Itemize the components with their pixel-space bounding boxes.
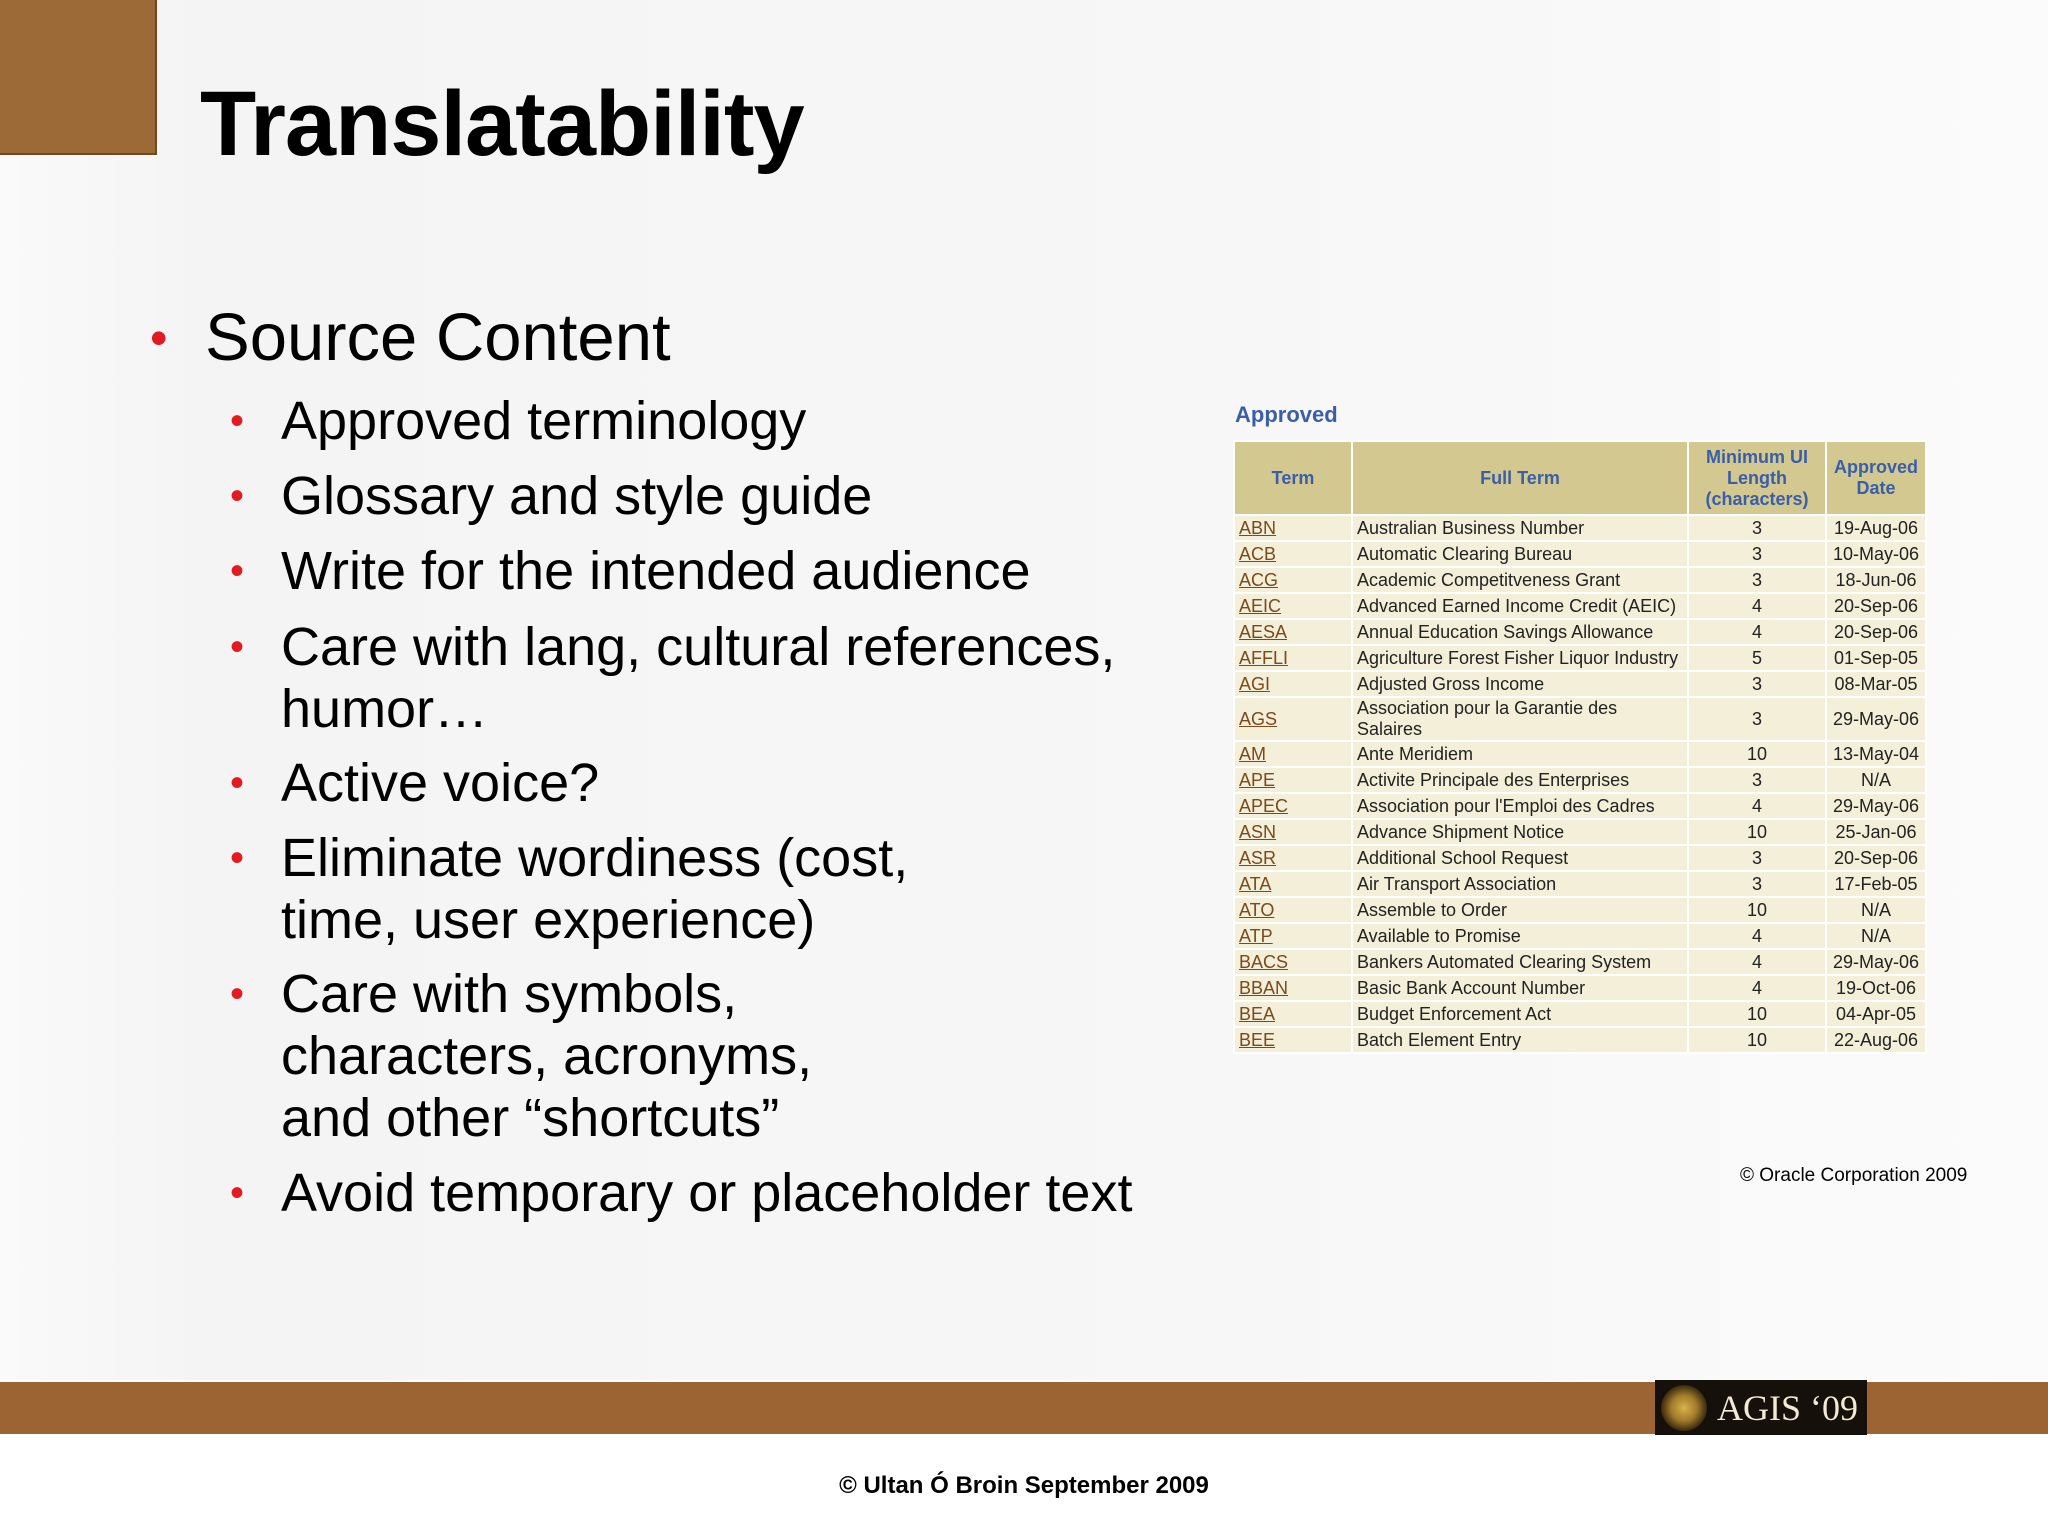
sub-bullet-text: Care with lang, cultural references, humor… — [281, 617, 1116, 739]
table-row — [1234, 593, 1926, 619]
table-row — [1234, 515, 1926, 541]
term-link[interactable]: BEE — [1239, 1030, 1276, 1050]
full-term-cell: Air Transport Association — [1352, 871, 1688, 897]
term-link[interactable]: BACS — [1239, 952, 1289, 972]
term-link[interactable]: ACB — [1239, 544, 1277, 564]
min-length-cell: 3 — [1688, 541, 1826, 567]
table-row — [1234, 949, 1926, 975]
term-cell — [1234, 541, 1352, 567]
table-row — [1234, 1027, 1926, 1053]
approved-date-cell: 10-May-06 — [1826, 541, 1926, 567]
approved-date-cell: 29-May-06 — [1826, 949, 1926, 975]
term-cell — [1234, 619, 1352, 645]
approved-date-cell: 08-Mar-05 — [1826, 671, 1926, 697]
term-link[interactable]: ACG — [1239, 570, 1279, 590]
min-length-cell: 4 — [1688, 593, 1826, 619]
bullet-dot-icon: • — [230, 625, 245, 669]
term-link[interactable]: AFFLI — [1239, 648, 1289, 668]
table-row — [1234, 871, 1926, 897]
term-cell — [1234, 1001, 1352, 1027]
approved-date-cell: 22-Aug-06 — [1826, 1027, 1926, 1053]
term-cell — [1234, 923, 1352, 949]
table-row — [1234, 897, 1926, 923]
full-term-cell: Additional School Request — [1352, 845, 1688, 871]
table-row — [1234, 541, 1926, 567]
term-cell — [1234, 767, 1352, 793]
table-row — [1234, 671, 1926, 697]
full-term-cell: Activite Principale des Enterprises — [1352, 767, 1688, 793]
term-cell — [1234, 819, 1352, 845]
table-row — [1234, 819, 1926, 845]
bullet-dot-icon: • — [230, 836, 245, 880]
term-cell — [1234, 1027, 1352, 1053]
full-term-cell: Association pour l'Emploi des Cadres — [1352, 793, 1688, 819]
bullet-dot-icon: • — [230, 399, 245, 443]
full-term-cell: Annual Education Savings Allowance — [1352, 619, 1688, 645]
bullet-dot-icon: • — [230, 1171, 245, 1215]
sub-bullet-text: Eliminate wordiness (cost, time, user experience) — [281, 828, 909, 950]
approved-date-cell: 25-Jan-06 — [1826, 819, 1926, 845]
full-term-cell: Australian Business Number — [1352, 515, 1688, 541]
min-length-cell: 4 — [1688, 923, 1826, 949]
term-cell — [1234, 671, 1352, 697]
table-row — [1234, 619, 1926, 645]
term-cell — [1234, 897, 1352, 923]
bullet-dot-icon: • — [230, 474, 245, 518]
min-length-cell: 10 — [1688, 819, 1826, 845]
full-term-cell: Academic Competitveness Grant — [1352, 567, 1688, 593]
sub-bullet-text: Write for the intended audience — [281, 541, 1031, 601]
table-row — [1234, 767, 1926, 793]
min-length-cell: 4 — [1688, 793, 1826, 819]
sub-bullet-text: Glossary and style guide — [281, 466, 873, 526]
full-term-cell: Automatic Clearing Bureau — [1352, 541, 1688, 567]
min-length-cell: 10 — [1688, 741, 1826, 767]
approved-date-cell: 17-Feb-05 — [1826, 871, 1926, 897]
term-cell — [1234, 697, 1352, 741]
min-length-cell: 10 — [1688, 1001, 1826, 1027]
min-length-cell: 5 — [1688, 645, 1826, 671]
table-row — [1234, 845, 1926, 871]
min-length-cell: 3 — [1688, 697, 1826, 741]
approved-date-cell: 04-Apr-05 — [1826, 1001, 1926, 1027]
term-cell — [1234, 793, 1352, 819]
term-link[interactable]: AM — [1239, 744, 1266, 764]
agis-logo — [1655, 1380, 1867, 1435]
sub-bullet-text: Approved terminology — [281, 391, 807, 451]
bullet-dot-icon: • — [150, 310, 168, 366]
term-cell — [1234, 515, 1352, 541]
approved-date-cell: 20-Sep-06 — [1826, 845, 1926, 871]
term-link[interactable]: AGI — [1239, 674, 1271, 694]
full-term-cell: Budget Enforcement Act — [1352, 1001, 1688, 1027]
approved-date-cell: 20-Sep-06 — [1826, 619, 1926, 645]
term-cell — [1234, 567, 1352, 593]
approved-date-cell: 19-Oct-06 — [1826, 975, 1926, 1001]
approved-date-cell: 19-Aug-06 — [1826, 515, 1926, 541]
full-term-cell: Advance Shipment Notice — [1352, 819, 1688, 845]
term-link[interactable]: ASN — [1239, 822, 1277, 842]
term-link[interactable]: ATA — [1239, 874, 1272, 894]
term-link[interactable]: BBAN — [1239, 978, 1289, 998]
term-cell — [1234, 975, 1352, 1001]
approved-date-cell: 18-Jun-06 — [1826, 567, 1926, 593]
approved-date-cell: 01-Sep-05 — [1826, 645, 1926, 671]
full-term-cell: Bankers Automated Clearing System — [1352, 949, 1688, 975]
term-link[interactable]: ASR — [1239, 848, 1277, 868]
min-length-cell: 10 — [1688, 897, 1826, 923]
term-link[interactable]: ATO — [1239, 900, 1275, 920]
full-term-cell: Adjusted Gross Income — [1352, 671, 1688, 697]
min-length-cell: 3 — [1688, 767, 1826, 793]
term-cell — [1234, 949, 1352, 975]
min-length-cell: 3 — [1688, 871, 1826, 897]
term-link[interactable]: AESA — [1239, 622, 1288, 642]
column-header-full-term[interactable]: Full Term — [1352, 441, 1688, 515]
corner-decoration — [0, 0, 157, 155]
sub-bullet-text: Avoid temporary or placeholder text — [281, 1163, 1133, 1223]
slide-title: Translatability — [200, 73, 804, 175]
bullet-dot-icon: • — [230, 549, 245, 593]
table-row — [1234, 567, 1926, 593]
approved-date-cell: 13-May-04 — [1826, 741, 1926, 767]
table-row — [1234, 697, 1926, 741]
table-row — [1234, 923, 1926, 949]
table-header-row — [1234, 441, 1926, 515]
approved-date-cell: 20-Sep-06 — [1826, 593, 1926, 619]
term-link[interactable]: ABN — [1239, 518, 1277, 538]
agis-emblem-icon — [1661, 1385, 1707, 1431]
bullet-dot-icon: • — [230, 761, 245, 805]
term-link[interactable]: AGS — [1239, 709, 1278, 729]
term-link[interactable]: AEIC — [1239, 596, 1282, 616]
min-length-cell: 3 — [1688, 567, 1826, 593]
approved-date-cell: 29-May-06 — [1826, 697, 1926, 741]
table-title: Approved — [1235, 402, 1338, 427]
term-link[interactable]: APE — [1239, 770, 1276, 790]
term-cell — [1234, 645, 1352, 671]
approved-date-cell: 29-May-06 — [1826, 793, 1926, 819]
term-cell — [1234, 845, 1352, 871]
min-length-cell: 4 — [1688, 949, 1826, 975]
bullet-dot-icon: • — [230, 972, 245, 1016]
sub-bullet-text: Active voice? — [281, 753, 600, 813]
oracle-copyright: © Oracle Corporation 2009 — [1740, 1165, 1968, 1186]
term-link[interactable]: ATP — [1239, 926, 1273, 946]
term-link[interactable]: APEC — [1239, 796, 1289, 816]
full-term-cell: Association pour la Garantie des Salaires — [1352, 697, 1688, 741]
approved-date-cell: N/A — [1826, 897, 1926, 923]
min-length-cell: 3 — [1688, 671, 1826, 697]
full-term-cell: Assemble to Order — [1352, 897, 1688, 923]
approved-date-cell: N/A — [1826, 923, 1926, 949]
table-body — [1234, 515, 1926, 1053]
min-length-cell: 4 — [1688, 975, 1826, 1001]
min-length-cell: 3 — [1688, 845, 1826, 871]
table-row — [1234, 975, 1926, 1001]
full-term-cell: Batch Element Entry — [1352, 1027, 1688, 1053]
full-term-cell: Available to Promise — [1352, 923, 1688, 949]
term-cell — [1234, 593, 1352, 619]
main-bullet-text: Source Content — [205, 300, 671, 375]
logo-text: AGIS ‘09 — [1717, 1387, 1858, 1428]
min-length-cell: 3 — [1688, 515, 1826, 541]
approved-terms-table — [1233, 440, 1927, 1054]
min-length-cell: 4 — [1688, 619, 1826, 645]
footer-credit: © Ultan Ó Broin September 2009 — [839, 1472, 1209, 1499]
column-header-term[interactable]: Term — [1234, 441, 1352, 515]
full-term-cell: Ante Meridiem — [1352, 741, 1688, 767]
column-header-min-length[interactable]: Minimum UI Length (characters) — [1688, 441, 1826, 515]
table-row — [1234, 793, 1926, 819]
column-header-approved-date[interactable]: Approved Date — [1826, 441, 1926, 515]
term-link[interactable]: BEA — [1239, 1004, 1276, 1024]
table-row — [1234, 645, 1926, 671]
table-row — [1234, 1001, 1926, 1027]
table-row — [1234, 741, 1926, 767]
full-term-cell: Basic Bank Account Number — [1352, 975, 1688, 1001]
term-cell — [1234, 871, 1352, 897]
full-term-cell: Advanced Earned Income Credit (AEIC) — [1352, 593, 1688, 619]
min-length-cell: 10 — [1688, 1027, 1826, 1053]
sub-bullet-text: Care with symbols, characters, acronyms, and other “shortcuts” — [281, 964, 813, 1148]
full-term-cell: Agriculture Forest Fisher Liquor Industry — [1352, 645, 1688, 671]
term-cell — [1234, 741, 1352, 767]
approved-date-cell: N/A — [1826, 767, 1926, 793]
